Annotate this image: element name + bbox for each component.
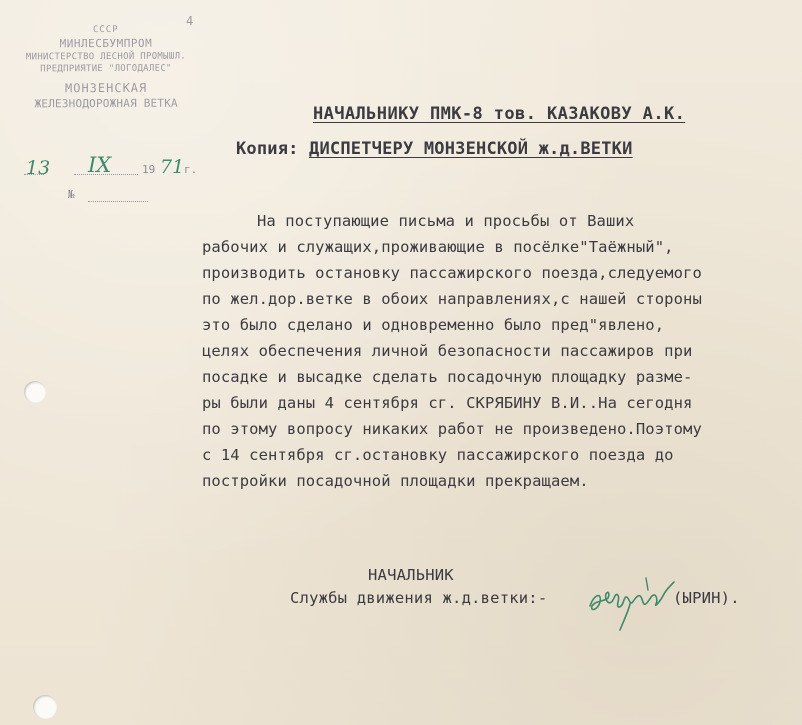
date-suffix: г. xyxy=(184,163,198,176)
body-line: с 14 сентября сг.остановку пассажирского поезда до xyxy=(202,446,674,464)
body-line: целях обеспечения личной безопасности пассажиров при xyxy=(202,342,693,360)
addressee: НАЧАЛЬНИКУ ПМК-8 тов. КАЗАКОВУ А.К. xyxy=(313,104,686,124)
signature-title: НАЧАЛЬНИК xyxy=(368,566,454,584)
body-line: ры были даны 4 сентября сг. СКРЯБИНУ В.И..На сегодня xyxy=(202,394,693,412)
copy-label: Копия: xyxy=(236,139,299,159)
organization-stamp xyxy=(18,24,194,112)
signature-name: (ЫРИН). xyxy=(673,589,740,607)
stamp-line-railway: ЖЕЛЕЗНОДОРОЖНАЯ ВЕТКА xyxy=(34,96,178,111)
number-label: № xyxy=(68,188,75,201)
date-day-handwritten: 13 xyxy=(26,157,51,179)
body-line: это было сделано и одновременно было пред"явлено, xyxy=(202,316,665,334)
stamp-line-ministry: МИНЛЕСБУМПРОМ xyxy=(59,36,153,51)
number-underline xyxy=(88,201,148,202)
stamp-line-organization: МОНЗЕНСКАЯ xyxy=(64,80,148,96)
stamp-date xyxy=(24,153,198,181)
stamp-line-ministry-full: МИНИСТЕРСТВО ЛЕСНОЙ ПРОМЫШЛ. xyxy=(25,51,187,63)
stamp-line-enterprise: ПРЕДПРИЯТИЕ "ЛОГОДАЛЕС" xyxy=(40,63,172,75)
date-year-handwritten: 71 xyxy=(160,156,185,178)
body-line: посадке и высадке сделать посадочную площадку разме- xyxy=(202,368,693,386)
signature-department: Службы движения ж.д.ветки:- xyxy=(290,589,548,607)
body-line: постройки посадочной площадки прекращаем. xyxy=(202,472,589,490)
date-year-prefix: 19 xyxy=(142,163,156,176)
corner-mark: 4 xyxy=(186,14,194,28)
copy-recipient xyxy=(236,139,633,159)
handwritten-signature xyxy=(586,572,678,634)
body-line: На поступающие письма и просьбы от Ваших xyxy=(257,212,635,230)
stamp-line-country: СССР xyxy=(92,24,119,36)
body-line: по жел.дор.ветке в обоих направлениях,с нашей стороны xyxy=(202,290,702,308)
body-line: производить остановку пассажирского поезда,следуемого xyxy=(202,264,702,282)
body-line: по этому вопросу никаких работ не произведено.Поэтому xyxy=(202,420,702,438)
stamp-number xyxy=(68,188,188,206)
punch-hole-bottom xyxy=(33,695,57,719)
date-month-handwritten: IX xyxy=(88,153,112,177)
body-line: рабочих и служащих,проживающие в посёлке"Таёжный", xyxy=(202,238,674,256)
punch-hole-top xyxy=(24,381,46,403)
copy-target: ДИСПЕТЧЕРУ МОНЗЕНСКОЙ ж.д.ВЕТКИ xyxy=(309,139,633,159)
